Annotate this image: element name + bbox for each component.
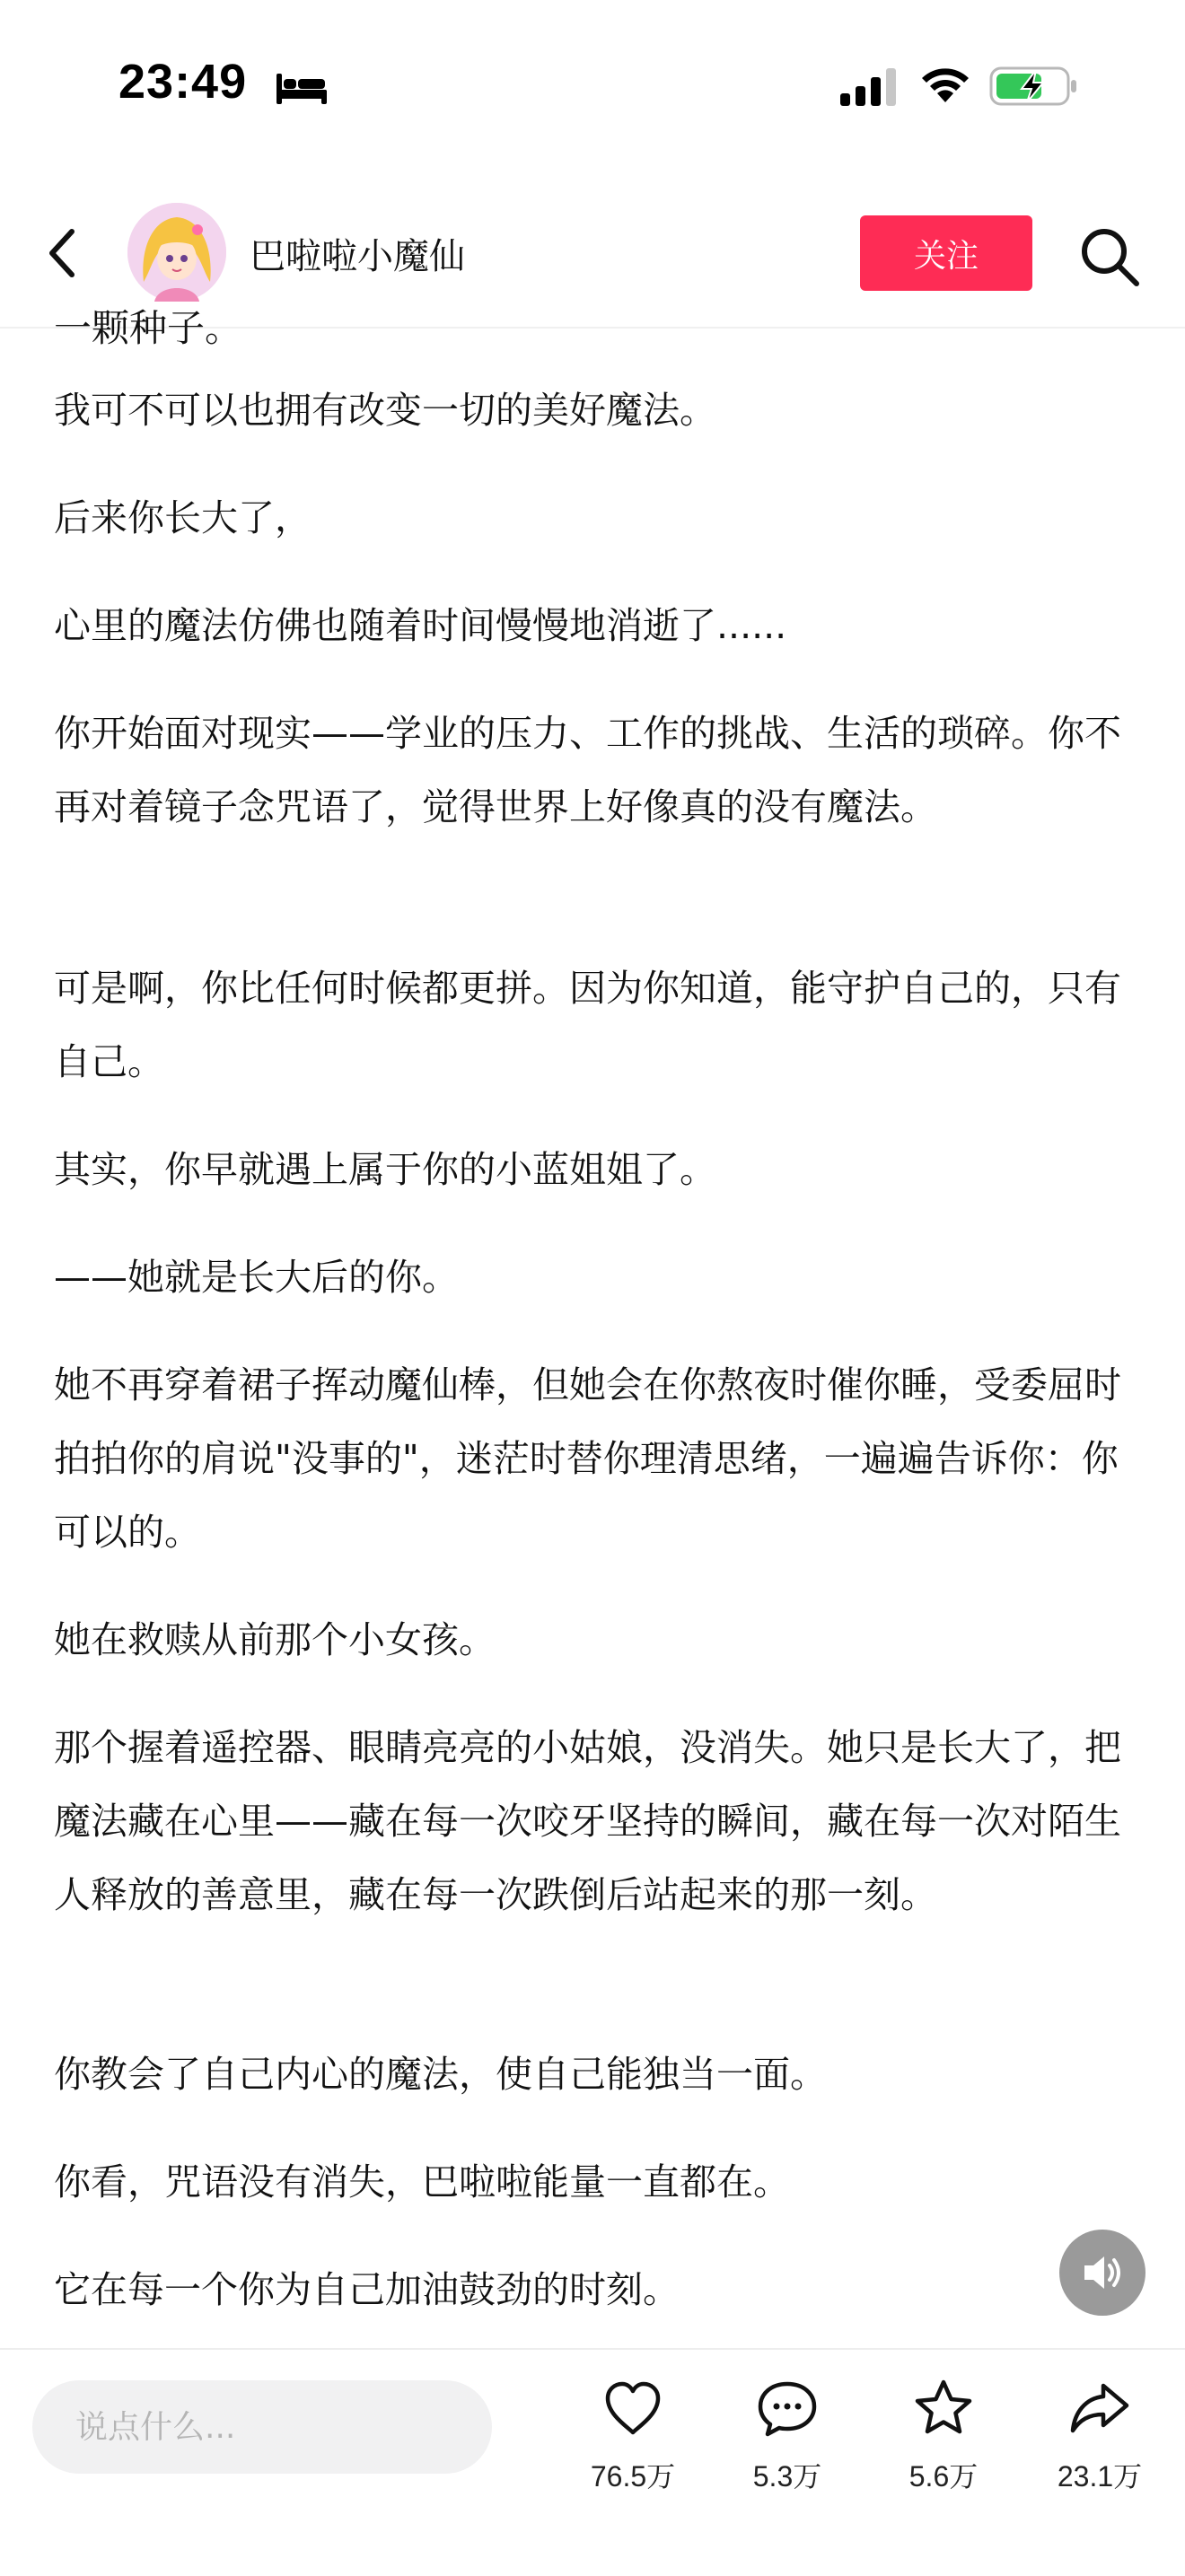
wifi-icon	[917, 63, 973, 108]
bottom-action-bar	[0, 2348, 1185, 2576]
paragraph: 可是啊，你比任何时候都更拼。因为你知道，能守护自己的，只有自己。	[54, 967, 1121, 1083]
back-icon[interactable]	[36, 221, 90, 285]
paragraph: 你开始面对现实——学业的压力、工作的挑战、生活的琐碎。你不再对着镜子念咒语了，觉得世界上好像真的没有魔法。	[54, 712, 1121, 828]
paragraph: 她不再穿着裙子挥动魔仙棒，但她会在你熬夜时催你睡，受委屈时拍拍你的肩说"没事的"，迷茫时替你理清思绪，一遍遍告诉你：你可以的。	[54, 1363, 1121, 1554]
favorite-count: 5.6万	[908, 2460, 979, 2493]
comment-bubble-icon	[755, 2377, 820, 2441]
article-content	[0, 306, 1185, 2348]
paragraph: ——她就是长大后的你。	[54, 1256, 459, 1299]
search-icon[interactable]	[1074, 221, 1146, 293]
like-count: 76.5万	[590, 2460, 676, 2493]
author-name[interactable]: 巴啦啦小魔仙	[250, 236, 465, 277]
like-button[interactable]	[566, 2368, 700, 2502]
paragraph: 她在救赎从前那个小女孩。	[54, 1618, 496, 1661]
signal-icon	[838, 66, 900, 108]
share-button[interactable]	[1032, 2368, 1167, 2502]
paragraph: 你教会了自己内心的魔法，使自己能独当一面。	[54, 2053, 827, 2096]
partial-text-line: 一颗种子。	[54, 306, 243, 350]
paragraph: 后来你长大了，	[54, 496, 312, 539]
comment-input[interactable]	[32, 2380, 492, 2474]
heart-icon	[601, 2377, 665, 2441]
share-count: 23.1万	[1057, 2460, 1143, 2493]
speaker-icon	[1059, 2230, 1146, 2316]
paragraph: 你看，咒语没有消失，巴啦啦能量一直都在。	[54, 2160, 790, 2204]
paragraph: 它在每一个你为自己加油鼓劲的时刻。	[54, 2268, 680, 2311]
paragraph: 那个握着遥控器、眼睛亮亮的小姑娘，没消失。她只是长大了，把魔法藏在心里——藏在每一次咬牙坚持的瞬间，藏在每一次对陌生人释放的善意里，藏在每一次跌倒后站起来的那一刻。	[54, 1726, 1121, 1916]
comment-button[interactable]	[720, 2368, 855, 2502]
star-icon	[911, 2377, 976, 2441]
status-time: 23:49	[118, 55, 248, 109]
paragraph: 心里的魔法仿佛也随着时间慢慢地消逝了......	[54, 604, 787, 647]
comment-count: 5.3万	[752, 2460, 822, 2493]
follow-button[interactable]: 关注	[860, 215, 1032, 291]
avatar[interactable]	[127, 203, 226, 302]
share-arrow-icon	[1067, 2377, 1132, 2441]
battery-charging-icon	[989, 65, 1079, 108]
paragraph: 其实，你早就遇上属于你的小蓝姐姐了。	[54, 1148, 716, 1191]
avatar-illustration	[127, 203, 226, 302]
sound-toggle-button[interactable]	[1059, 2230, 1146, 2316]
paragraph: 我可不可以也拥有改变一切的美好魔法。	[54, 389, 716, 432]
status-bar	[0, 0, 1185, 180]
favorite-button[interactable]	[876, 2368, 1011, 2502]
bed-icon	[275, 70, 329, 106]
